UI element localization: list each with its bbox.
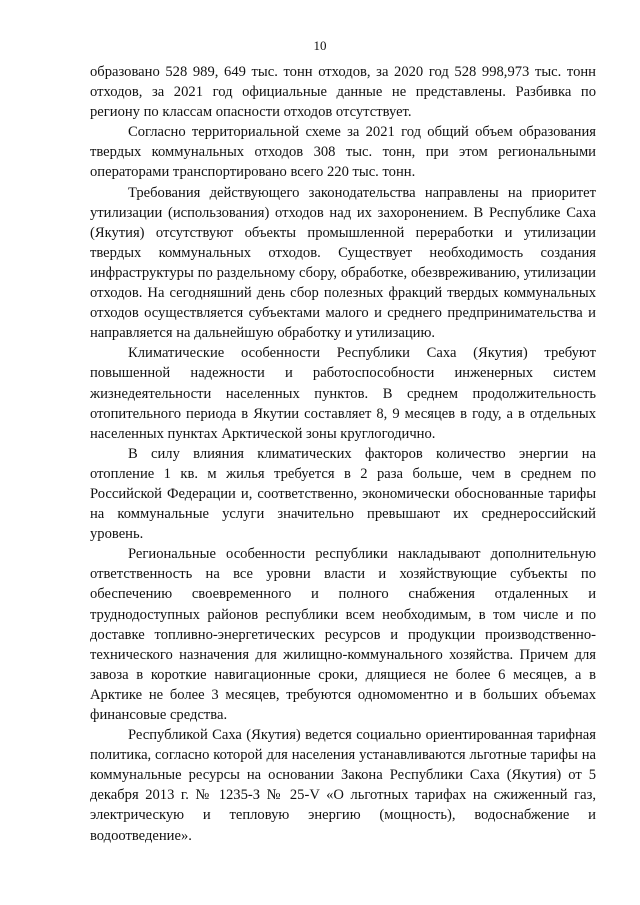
paragraph-climate-features: Климатические особенности Республики Саха (Якутия) требуют повышенной надежности и работоспособности инженерных систем жизнедеятельности населенных пунктов. В среднем продолжительность отопительного периода в Якутии составляет 8, 9 месяцев в году, а в отдельных населенных пунктах Арктической зоны круглогодично. bbox=[90, 345, 596, 442]
document-body bbox=[90, 62, 596, 846]
page-number: 10 bbox=[313, 38, 327, 53]
paragraph-regional-features: Региональные особенности республики накладывают дополнительную ответственность на все уровни власти и хозяйствующие субъекты по обеспечению своевременного и полного снабжения отдаленных и труднодоступных районов республики всем необходимым, в том числе и по доставке топливно-энергетических ресурсов и продукции производственно-технического назначения для жилищно-коммунального хозяйства. Причем для завоза в короткие навигационные сроки, длящиеся не более 6 месяцев, а в Арктике не более 3 месяцев, требуются одномоментно и в больших объемах финансовые средства. bbox=[90, 546, 596, 723]
paragraph-energy-consumption: В силу влияния климатических факторов количество энергии на отопление 1 кв. м жилья требуется в 2 раза больше, чем в среднем по Российской Федерации и, соответственно, экономически обоснованные тарифы на коммунальные услуги значительно превышают их среднероссийский уровень. bbox=[90, 445, 596, 543]
paragraph-legislation-requirements: Требования действующего законодательства направлены на приоритет утилизации (использования) отходов над их захоронением. В Республике Саха (Якутия) отсутствуют объекты промышленной переработки и утилизации твердых коммунальных отходов. Существует необходимость создания инфраструктуры по раздельному сбору, обработке, обезвреживанию, утилизации отходов. На сегодняшний день сбор полезных фракций твердых коммунальных отходов осуществляется субъектами малого и среднего предпринимательства и направляется на дальнейшую обработку и утилизацию. bbox=[90, 184, 596, 342]
paragraph-territorial-scheme: Согласно территориальной схеме за 2021 год общий объем образования твердых коммунальных отходов 308 тыс. тонн, при этом региональными операторами транспортировано всего 220 тыс. тонн. bbox=[90, 124, 596, 181]
paragraph-tariff-policy: Республикой Саха (Якутия) ведется социально ориентированная тарифная политика, согласно которой для населения устанавливаются льготные тарифы на коммунальные ресурсы на основании Закона Республики Саха (Якутия) от 5 декабря 2013 г. № 1235-З № 25-V «О льготных тарифах на сжиженный газ, электрическую и тепловую энергию (мощность), водоснабжение и водоотведение». bbox=[90, 727, 596, 844]
paragraph-waste-volumes: образовано 528 989, 649 тыс. тонн отходов, за 2020 год 528 998,973 тыс. тонн отходов, за 2021 год официальные данные не представлены. Разбивка по региону по классам опасности отходов отсутствует. bbox=[90, 64, 596, 121]
